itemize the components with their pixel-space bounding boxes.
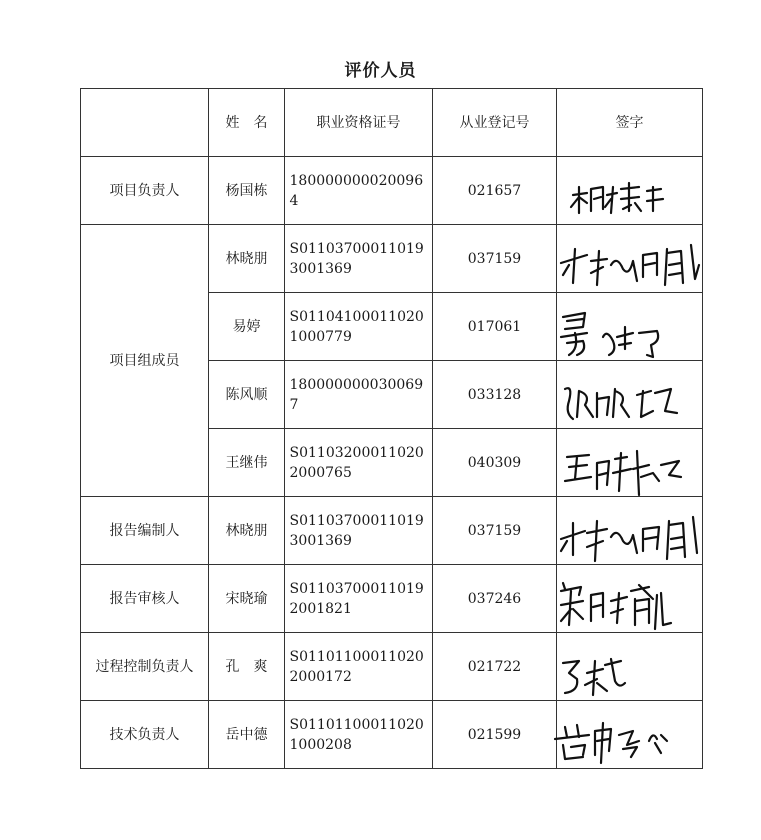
registration-cell: 021599	[433, 701, 557, 769]
signature-cell	[557, 497, 703, 565]
cert-number: S011037000110193001369	[289, 240, 424, 277]
table-header-row	[81, 89, 703, 157]
table-row	[81, 633, 703, 701]
name-cell: 岳中德	[209, 701, 285, 769]
handwritten-signature	[557, 701, 703, 769]
cert-cell	[285, 633, 433, 701]
handwritten-signature	[557, 157, 703, 225]
signature-cell	[557, 429, 703, 497]
cert-number: S011037000110193001369	[289, 512, 424, 549]
signature-cell	[557, 565, 703, 633]
name-cell: 陈风顺	[209, 361, 285, 429]
cert-cell	[285, 225, 433, 293]
table-row	[81, 701, 703, 769]
name-cell: 宋晓瑜	[209, 565, 285, 633]
handwritten-signature	[557, 565, 703, 633]
handwritten-signature	[557, 497, 703, 565]
registration-cell: 037246	[433, 565, 557, 633]
table-row	[81, 497, 703, 565]
handwritten-signature	[557, 293, 703, 361]
cert-number: S011011000110201000208	[289, 716, 424, 753]
role-cell: 过程控制负责人	[81, 633, 209, 701]
name-cell: 杨国栋	[209, 157, 285, 225]
header-registration-no: 从业登记号	[433, 89, 557, 157]
staff-table	[80, 88, 703, 769]
cert-number: 1800000000300697	[289, 376, 424, 413]
header-name: 姓 名	[209, 89, 285, 157]
handwritten-signature	[557, 225, 703, 293]
header-cert-no: 职业资格证号	[285, 89, 433, 157]
handwritten-signature	[557, 361, 703, 429]
page-title: 评价人员	[344, 61, 417, 81]
table-row	[81, 225, 703, 293]
cert-number: S011011000110202000172	[289, 648, 424, 685]
name-cell: 林晓朋	[209, 497, 285, 565]
cert-number: S011037000110192001821	[289, 580, 424, 617]
table-row	[81, 565, 703, 633]
handwritten-signature	[557, 633, 703, 701]
role-cell: 报告审核人	[81, 565, 209, 633]
role-cell: 技术负责人	[81, 701, 209, 769]
name-cell: 孔 爽	[209, 633, 285, 701]
header-signature: 签字	[557, 89, 703, 157]
name-cell: 林晓朋	[209, 225, 285, 293]
cert-cell	[285, 497, 433, 565]
handwritten-signature	[557, 429, 703, 497]
cert-cell	[285, 293, 433, 361]
cert-number: S011041000110201000779	[289, 308, 424, 345]
role-cell: 报告编制人	[81, 497, 209, 565]
role-cell: 项目负责人	[81, 157, 209, 225]
registration-cell: 021657	[433, 157, 557, 225]
cert-cell	[285, 701, 433, 769]
signature-cell	[557, 157, 703, 225]
cert-number: S011032000110202000765	[289, 444, 424, 481]
registration-cell: 017061	[433, 293, 557, 361]
registration-cell: 033128	[433, 361, 557, 429]
registration-cell: 021722	[433, 633, 557, 701]
cert-cell	[285, 429, 433, 497]
signature-cell	[557, 701, 703, 769]
cert-cell	[285, 565, 433, 633]
signature-cell	[557, 633, 703, 701]
registration-cell: 040309	[433, 429, 557, 497]
signature-cell	[557, 225, 703, 293]
role-cell: 项目组成员	[81, 225, 209, 497]
registration-cell: 037159	[433, 497, 557, 565]
cert-number: 1800000000200964	[289, 172, 424, 209]
cert-cell	[285, 157, 433, 225]
registration-cell: 037159	[433, 225, 557, 293]
signature-cell	[557, 293, 703, 361]
signature-cell	[557, 361, 703, 429]
name-cell: 王继伟	[209, 429, 285, 497]
table-row	[81, 157, 703, 225]
header-role	[81, 89, 209, 157]
cert-cell	[285, 361, 433, 429]
name-cell: 易婷	[209, 293, 285, 361]
